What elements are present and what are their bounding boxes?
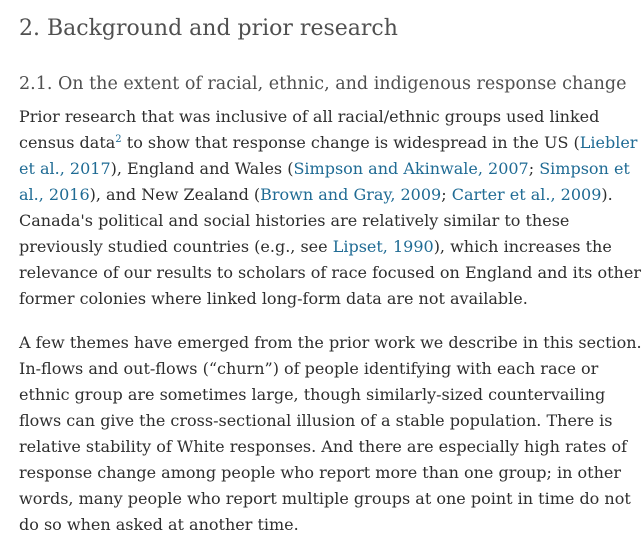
- paragraph-text: previously studied countries (e.g., see: [19, 237, 333, 256]
- citation-simpson-akinwale-2007-link[interactable]: Simpson and Akinwale, 2007: [293, 159, 529, 178]
- paragraph-line: [19, 156, 630, 182]
- paragraph-line: ethnic group are sometimes large, though similarly-sized countervailing: [19, 385, 606, 404]
- citation-liebler-2017-link-continued[interactable]: et al., 2017: [19, 159, 111, 178]
- paragraph-line: flows can give the cross-sectional illusion of a stable population. There is: [19, 411, 613, 430]
- paragraph-text: ;: [528, 159, 540, 178]
- paragraph-text: ).: [601, 185, 613, 204]
- paragraph-text: former colonies where linked long-form data are not available.: [19, 289, 528, 308]
- paragraph-line: [19, 260, 641, 286]
- footnote-2-link[interactable]: 2: [115, 134, 122, 145]
- section-heading: 2. Background and prior research: [19, 16, 398, 41]
- citation-brown-gray-2009-link[interactable]: Brown and Gray, 2009: [260, 185, 442, 204]
- paragraph-line: [19, 130, 638, 156]
- paragraph-text: ;: [441, 185, 452, 204]
- paragraph-text: relevance of our results to scholars of race focused on England and its other: [19, 263, 641, 282]
- citation-simpson-2016-link-continued[interactable]: al., 2016: [19, 185, 90, 204]
- paragraph-line: [19, 104, 619, 130]
- paragraph-line: [19, 286, 619, 312]
- paragraph-line: [19, 208, 619, 234]
- subsection-heading: 2.1. On the extent of racial, ethnic, and indigenous response change: [19, 74, 627, 94]
- paragraph-text: ), which increases the: [433, 237, 612, 256]
- paragraph-text: Canada's political and social histories are relatively similar to these: [19, 211, 570, 230]
- paragraph-line: A few themes have emerged from the prior work we describe in this section.: [19, 333, 642, 352]
- citation-carter-2009-link[interactable]: Carter et al., 2009: [451, 185, 602, 204]
- paragraph-line: response change among people who report more than one group; in other: [19, 463, 621, 482]
- paragraph-line: words, many people who report multiple groups at one point in time do not: [19, 489, 631, 508]
- paragraph-text: Prior research that was inclusive of all racial/ethnic groups used linked: [19, 107, 600, 126]
- paragraph-themes: [19, 330, 642, 538]
- citation-liebler-2017-link[interactable]: Liebler: [579, 133, 638, 152]
- paragraph-prior-research: [19, 104, 641, 312]
- citation-simpson-2016-link[interactable]: Simpson et: [539, 159, 630, 178]
- paragraph-text: ), England and Wales (: [110, 159, 294, 178]
- paragraph-text: census data: [19, 133, 116, 152]
- paragraph-line: In-flows and out-flows (“churn”) of people identifying with each race or: [19, 359, 599, 378]
- citation-lipset-1990-link[interactable]: Lipset, 1990: [332, 237, 434, 256]
- paragraph-line: do so when asked at another time.: [19, 515, 299, 534]
- paragraph-line: relative stability of White responses. And there are especially high rates of: [19, 437, 627, 456]
- paragraph-line: [19, 182, 619, 208]
- paragraph-text: ), and New Zealand (: [89, 185, 261, 204]
- paragraph-text: to show that response change is widespread in the US (: [121, 133, 580, 152]
- paragraph-line: [19, 234, 619, 260]
